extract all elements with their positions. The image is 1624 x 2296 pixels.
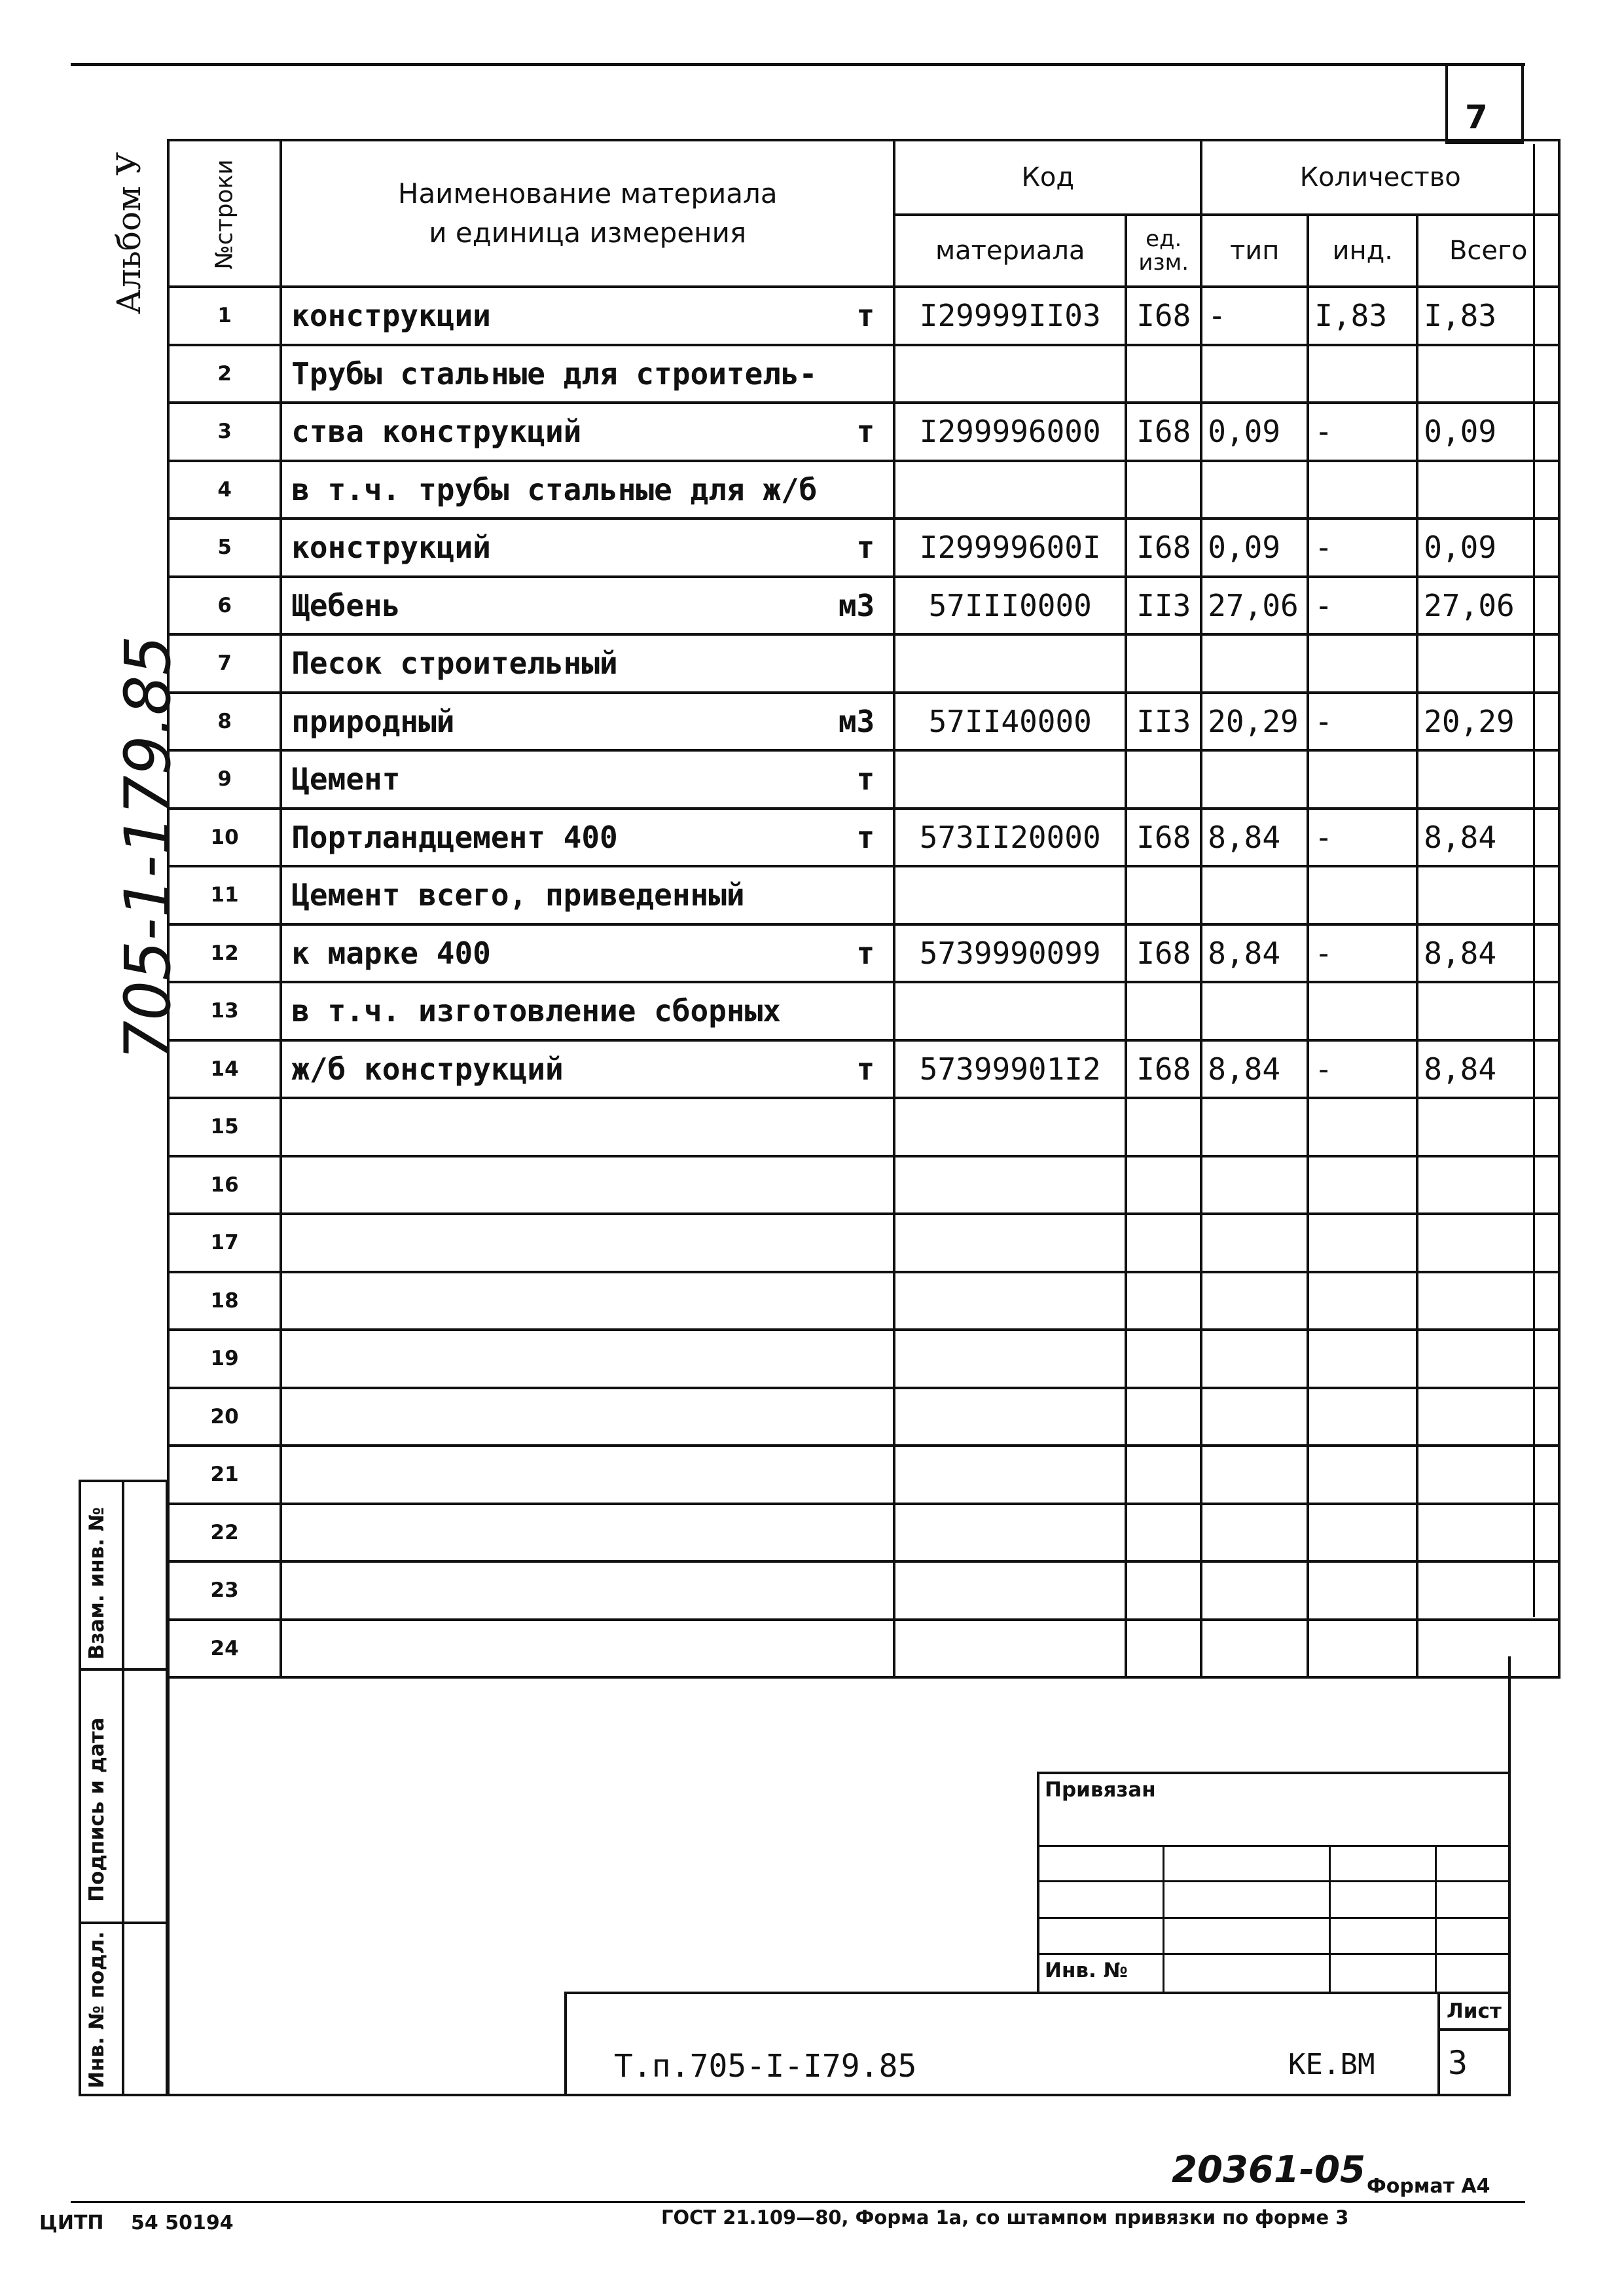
row-number-cell: 20 — [168, 1388, 281, 1446]
qty-type-cell: 0,09 — [1201, 519, 1308, 577]
unit-code-cell — [1126, 1330, 1201, 1388]
material-unit: м3 — [838, 587, 875, 623]
table-row — [168, 1098, 1559, 1156]
qty-ind-cell — [1308, 1098, 1417, 1156]
qty-ind-cell: I,83 — [1308, 287, 1417, 345]
binding-line-2 — [1037, 1880, 1511, 1882]
sheet-value: 3 — [1448, 2044, 1468, 2082]
row-number-cell: 17 — [168, 1214, 281, 1272]
table-row — [168, 1156, 1559, 1214]
qty-type-cell — [1201, 1330, 1308, 1388]
header-code-unit-line1: ед. — [1146, 226, 1182, 252]
qty-ind-cell — [1308, 1388, 1417, 1446]
row-number-cell: 14 — [168, 1040, 281, 1099]
material-name: Портландцемент 400 — [291, 819, 618, 855]
unit-code-cell — [1126, 1620, 1201, 1678]
row-number-cell: 22 — [168, 1504, 281, 1562]
header-name-line2: и единица измерения — [429, 217, 747, 249]
top-rule — [71, 63, 1525, 66]
table-row — [168, 1272, 1559, 1330]
printer-label: ЦИТП — [39, 2212, 104, 2234]
unit-code-cell: II3 — [1126, 693, 1201, 751]
unit-code-cell: I68 — [1126, 519, 1201, 577]
album-label: Альбом У — [110, 152, 148, 314]
qty-ind-cell — [1308, 634, 1417, 693]
unit-code-cell: I68 — [1126, 1040, 1201, 1099]
unit-code-cell — [1126, 461, 1201, 519]
table-row — [168, 345, 1559, 403]
title-block-sheet-divider — [1437, 1992, 1440, 2096]
material-name-wrap — [291, 588, 893, 623]
material-name-cell — [281, 287, 894, 345]
qty-ind-cell: - — [1308, 577, 1417, 635]
material-name-cell — [281, 634, 894, 693]
material-name-cell — [281, 1446, 894, 1504]
qty-total-cell — [1417, 1272, 1559, 1330]
material-code-cell: 57II40000 — [894, 693, 1126, 751]
material-name-cell — [281, 1504, 894, 1562]
material-code-cell — [894, 866, 1126, 924]
material-unit: т — [856, 819, 875, 855]
material-name-cell — [281, 1388, 894, 1446]
material-code-cell — [894, 1620, 1126, 1678]
table-row — [168, 287, 1559, 345]
materials-table — [167, 139, 1561, 1679]
material-name-wrap — [291, 820, 893, 855]
unit-code-cell — [1126, 982, 1201, 1040]
header-name — [281, 140, 894, 287]
qty-ind-cell — [1308, 1620, 1417, 1678]
material-name-wrap — [291, 646, 893, 681]
qty-ind-cell — [1308, 1561, 1417, 1620]
frame-left — [167, 1656, 170, 2096]
qty-total-cell — [1417, 866, 1559, 924]
qty-ind-cell — [1308, 1156, 1417, 1214]
table-row — [168, 1504, 1559, 1562]
table-row — [168, 924, 1559, 983]
qty-type-cell: 8,84 — [1201, 1040, 1308, 1099]
header-row-number-text: №строки — [211, 159, 238, 270]
qty-total-cell: 8,84 — [1417, 809, 1559, 867]
material-name-cell — [281, 1040, 894, 1099]
row-number-cell: 19 — [168, 1330, 281, 1388]
material-name-cell — [281, 461, 894, 519]
side-stamp-divider — [122, 1480, 124, 2096]
material-name-wrap — [291, 993, 893, 1029]
qty-total-cell — [1417, 461, 1559, 519]
qty-total-cell: 27,06 — [1417, 577, 1559, 635]
unit-code-cell — [1126, 1156, 1201, 1214]
qty-type-cell — [1201, 1272, 1308, 1330]
material-name: в т.ч. трубы стальные для ж/б — [291, 471, 818, 507]
material-name-cell — [281, 345, 894, 403]
material-name-wrap — [291, 530, 893, 565]
inv-podl-label: Инв. № подл. — [85, 1931, 109, 2088]
material-name-wrap — [291, 414, 893, 449]
handwritten-number: 20361-05 — [1172, 2149, 1365, 2191]
material-name-cell — [281, 693, 894, 751]
row-number-cell: 15 — [168, 1098, 281, 1156]
unit-code-cell — [1126, 750, 1201, 809]
qty-type-cell: - — [1201, 287, 1308, 345]
material-unit: т — [856, 298, 875, 334]
material-name-cell — [281, 577, 894, 635]
row-number-cell: 21 — [168, 1446, 281, 1504]
material-unit: т — [856, 414, 875, 450]
material-code-cell — [894, 1504, 1126, 1562]
binding-line-3 — [1037, 1917, 1511, 1919]
header-code: Код — [894, 140, 1201, 215]
qty-type-cell — [1201, 1388, 1308, 1446]
table-row — [168, 982, 1559, 1040]
qty-type-cell — [1201, 1620, 1308, 1678]
qty-total-cell — [1417, 1446, 1559, 1504]
unit-code-cell — [1126, 1446, 1201, 1504]
qty-type-cell — [1201, 750, 1308, 809]
qty-ind-cell: - — [1308, 1040, 1417, 1099]
qty-ind-cell — [1308, 1504, 1417, 1562]
qty-ind-cell — [1308, 866, 1417, 924]
qty-ind-cell — [1308, 750, 1417, 809]
material-name-cell — [281, 1214, 894, 1272]
material-name-cell — [281, 1098, 894, 1156]
material-code-cell — [894, 1156, 1126, 1214]
qty-total-cell — [1417, 1330, 1559, 1388]
material-code-cell: 57399901I2 — [894, 1040, 1126, 1099]
unit-code-cell: I68 — [1126, 924, 1201, 983]
table-body — [168, 287, 1559, 1677]
unit-code-cell — [1126, 1388, 1201, 1446]
vzam-label: Взам. инв. № — [85, 1506, 109, 1660]
table-row — [168, 809, 1559, 867]
material-code-cell — [894, 982, 1126, 1040]
title-designation: Т.п.705-I-I79.85 — [614, 2048, 917, 2085]
podpis-label: Подпись и дата — [85, 1717, 109, 1902]
qty-ind-cell — [1308, 982, 1417, 1040]
material-name: природный — [291, 703, 455, 739]
material-code-cell — [894, 461, 1126, 519]
table-row — [168, 403, 1559, 461]
qty-type-cell — [1201, 1156, 1308, 1214]
qty-total-cell — [1417, 1156, 1559, 1214]
qty-total-cell — [1417, 1388, 1559, 1446]
material-code-cell: 57III0000 — [894, 577, 1126, 635]
table-row — [168, 1561, 1559, 1620]
material-name: Щебень — [291, 587, 401, 623]
table-row — [168, 750, 1559, 809]
qty-total-cell — [1417, 345, 1559, 403]
unit-code-cell — [1126, 1214, 1201, 1272]
unit-code-cell — [1126, 634, 1201, 693]
material-name-cell — [281, 1620, 894, 1678]
material-name: в т.ч. изготовление сборных — [291, 993, 781, 1029]
qty-ind-cell — [1308, 1446, 1417, 1504]
format-label: Формат А4 — [1367, 2175, 1490, 2198]
unit-code-cell — [1126, 1098, 1201, 1156]
row-number-cell: 5 — [168, 519, 281, 577]
material-name-cell — [281, 1561, 894, 1620]
material-name-cell — [281, 403, 894, 461]
binding-col-1 — [1163, 1845, 1164, 1994]
qty-type-cell — [1201, 461, 1308, 519]
material-code-cell — [894, 634, 1126, 693]
header-code-unit — [1126, 215, 1201, 287]
qty-ind-cell — [1308, 1330, 1417, 1388]
privyazan-label: Привязан — [1045, 1778, 1156, 1802]
row-number-cell: 12 — [168, 924, 281, 983]
qty-ind-cell — [1308, 345, 1417, 403]
material-name: Песок строительный — [291, 646, 618, 682]
material-name-cell — [281, 1272, 894, 1330]
header-qty-total: Всего — [1417, 215, 1559, 287]
header-qty-type: тип — [1201, 215, 1308, 287]
side-stamp-line-2 — [79, 1922, 168, 1924]
unit-code-cell — [1126, 1272, 1201, 1330]
table-row — [168, 1388, 1559, 1446]
gost-reference: ГОСТ 21.109—80, Форма 1а, со штампом привязки по форме 3 — [661, 2206, 1349, 2229]
qty-type-cell — [1201, 1561, 1308, 1620]
material-code-cell — [894, 1561, 1126, 1620]
material-unit: т — [856, 1051, 875, 1087]
material-name-cell — [281, 924, 894, 983]
row-number-cell: 7 — [168, 634, 281, 693]
binding-line-4 — [1037, 1953, 1511, 1955]
qty-ind-cell: - — [1308, 924, 1417, 983]
table-row — [168, 1330, 1559, 1388]
qty-type-cell: 20,29 — [1201, 693, 1308, 751]
material-name-cell — [281, 1156, 894, 1214]
table-row — [168, 866, 1559, 924]
qty-type-cell — [1201, 982, 1308, 1040]
qty-total-cell: 8,84 — [1417, 924, 1559, 983]
qty-type-cell — [1201, 634, 1308, 693]
unit-code-cell: I68 — [1126, 809, 1201, 867]
table-row — [168, 1214, 1559, 1272]
qty-type-cell — [1201, 1446, 1308, 1504]
material-name-wrap — [291, 761, 893, 797]
qty-total-cell — [1417, 1561, 1559, 1620]
material-name-wrap — [291, 356, 893, 392]
material-code-cell — [894, 345, 1126, 403]
qty-ind-cell — [1308, 1214, 1417, 1272]
material-code-cell — [894, 1214, 1126, 1272]
table-row — [168, 577, 1559, 635]
qty-type-cell — [1201, 866, 1308, 924]
material-unit: т — [856, 761, 875, 797]
sheet-number: 7 — [1465, 98, 1488, 136]
material-code-cell — [894, 1272, 1126, 1330]
unit-code-cell: II3 — [1126, 577, 1201, 635]
qty-total-cell — [1417, 750, 1559, 809]
unit-code-cell: I68 — [1126, 403, 1201, 461]
material-code-cell — [894, 1330, 1126, 1388]
material-unit: м3 — [838, 703, 875, 739]
order-number: 54 50194 — [131, 2212, 234, 2234]
title-block-sheet-line — [1437, 2028, 1511, 2031]
material-name: конструкций — [291, 530, 491, 566]
row-number-cell: 18 — [168, 1272, 281, 1330]
material-name: ства конструкций — [291, 414, 582, 450]
qty-total-cell — [1417, 1098, 1559, 1156]
table-row — [168, 461, 1559, 519]
material-code-cell — [894, 1388, 1126, 1446]
qty-type-cell — [1201, 1098, 1308, 1156]
material-name-wrap — [291, 936, 893, 971]
material-name-wrap — [291, 877, 893, 913]
qty-type-cell: 27,06 — [1201, 577, 1308, 635]
qty-type-cell: 0,09 — [1201, 403, 1308, 461]
binding-col-2 — [1329, 1845, 1331, 1994]
header-code-material: материала — [894, 215, 1126, 287]
qty-type-cell — [1201, 1504, 1308, 1562]
material-name-cell — [281, 519, 894, 577]
table-row — [168, 634, 1559, 693]
header-row-number — [168, 140, 281, 287]
material-name: конструкции — [291, 298, 491, 334]
side-stamp-line-1 — [79, 1668, 168, 1671]
material-name-cell — [281, 750, 894, 809]
header-qty-ind: инд. — [1308, 215, 1417, 287]
row-number-cell: 4 — [168, 461, 281, 519]
binding-col-3 — [1435, 1845, 1437, 1994]
material-name: Цемент — [291, 761, 401, 797]
material-name-cell — [281, 1330, 894, 1388]
qty-total-cell — [1417, 982, 1559, 1040]
row-number-cell: 23 — [168, 1561, 281, 1620]
qty-type-cell: 8,84 — [1201, 809, 1308, 867]
material-name-cell — [281, 866, 894, 924]
material-code-cell: I29999II03 — [894, 287, 1126, 345]
row-number-cell: 24 — [168, 1620, 281, 1678]
material-name: к марке 400 — [291, 935, 491, 971]
material-name-wrap — [291, 1051, 893, 1087]
qty-total-cell: 20,29 — [1417, 693, 1559, 751]
unit-code-cell — [1126, 1504, 1201, 1562]
material-code-cell — [894, 1446, 1126, 1504]
material-code-cell: I299996000 — [894, 403, 1126, 461]
unit-code-cell — [1126, 1561, 1201, 1620]
qty-type-cell — [1201, 345, 1308, 403]
material-code-cell: I29999600I — [894, 519, 1126, 577]
qty-ind-cell — [1308, 1272, 1417, 1330]
row-number-cell: 9 — [168, 750, 281, 809]
binding-line-1 — [1037, 1845, 1511, 1847]
row-number-cell: 10 — [168, 809, 281, 867]
qty-total-cell — [1417, 1504, 1559, 1562]
row-number-cell: 6 — [168, 577, 281, 635]
table-row — [168, 519, 1559, 577]
qty-total-cell — [1417, 1214, 1559, 1272]
material-name-cell — [281, 809, 894, 867]
unit-code-cell — [1126, 345, 1201, 403]
material-name-wrap — [291, 704, 893, 739]
qty-total-cell: 0,09 — [1417, 403, 1559, 461]
unit-code-cell — [1126, 866, 1201, 924]
qty-ind-cell: - — [1308, 809, 1417, 867]
material-code-cell: 573II20000 — [894, 809, 1126, 867]
row-number-cell: 2 — [168, 345, 281, 403]
qty-ind-cell: - — [1308, 693, 1417, 751]
row-number-cell: 1 — [168, 287, 281, 345]
material-name: Цемент всего, приведенный — [291, 877, 745, 913]
qty-ind-cell — [1308, 461, 1417, 519]
table-row — [168, 1040, 1559, 1099]
material-name: Трубы стальные для строитель- — [291, 355, 818, 392]
material-code-cell — [894, 750, 1126, 809]
handwritten-code: 705-1-179.85 — [111, 635, 185, 1061]
qty-total-cell: I,83 — [1417, 287, 1559, 345]
material-name-cell — [281, 982, 894, 1040]
header-name-line1: Наименование материала — [397, 177, 778, 210]
material-name-wrap — [291, 472, 893, 507]
row-number-cell: 16 — [168, 1156, 281, 1214]
table-row — [168, 693, 1559, 751]
header-quantity: Количество — [1201, 140, 1559, 215]
qty-total-cell: 8,84 — [1417, 1040, 1559, 1099]
sheet-label: Лист — [1447, 1999, 1502, 2023]
material-code-cell — [894, 1098, 1126, 1156]
qty-ind-cell: - — [1308, 519, 1417, 577]
material-unit: т — [856, 530, 875, 566]
qty-total-cell — [1417, 634, 1559, 693]
material-code-cell: 5739990099 — [894, 924, 1126, 983]
unit-code-cell: I68 — [1126, 287, 1201, 345]
qty-total-cell: 0,09 — [1417, 519, 1559, 577]
inv-no-label: Инв. № — [1045, 1959, 1128, 1982]
footer-rule — [71, 2201, 1525, 2203]
table-row — [168, 1620, 1559, 1678]
row-number-cell: 11 — [168, 866, 281, 924]
material-name: ж/б конструкций — [291, 1051, 564, 1087]
header-code-unit-line2: изм. — [1138, 249, 1189, 276]
material-name-wrap — [291, 298, 893, 333]
row-number-cell: 13 — [168, 982, 281, 1040]
qty-type-cell — [1201, 1214, 1308, 1272]
title-mark: КЕ.ВМ — [1288, 2048, 1375, 2081]
qty-ind-cell: - — [1308, 403, 1417, 461]
qty-total-cell — [1417, 1620, 1559, 1678]
row-number-cell: 3 — [168, 403, 281, 461]
row-number-cell: 8 — [168, 693, 281, 751]
material-unit: т — [856, 935, 875, 971]
qty-type-cell: 8,84 — [1201, 924, 1308, 983]
table-row — [168, 1446, 1559, 1504]
